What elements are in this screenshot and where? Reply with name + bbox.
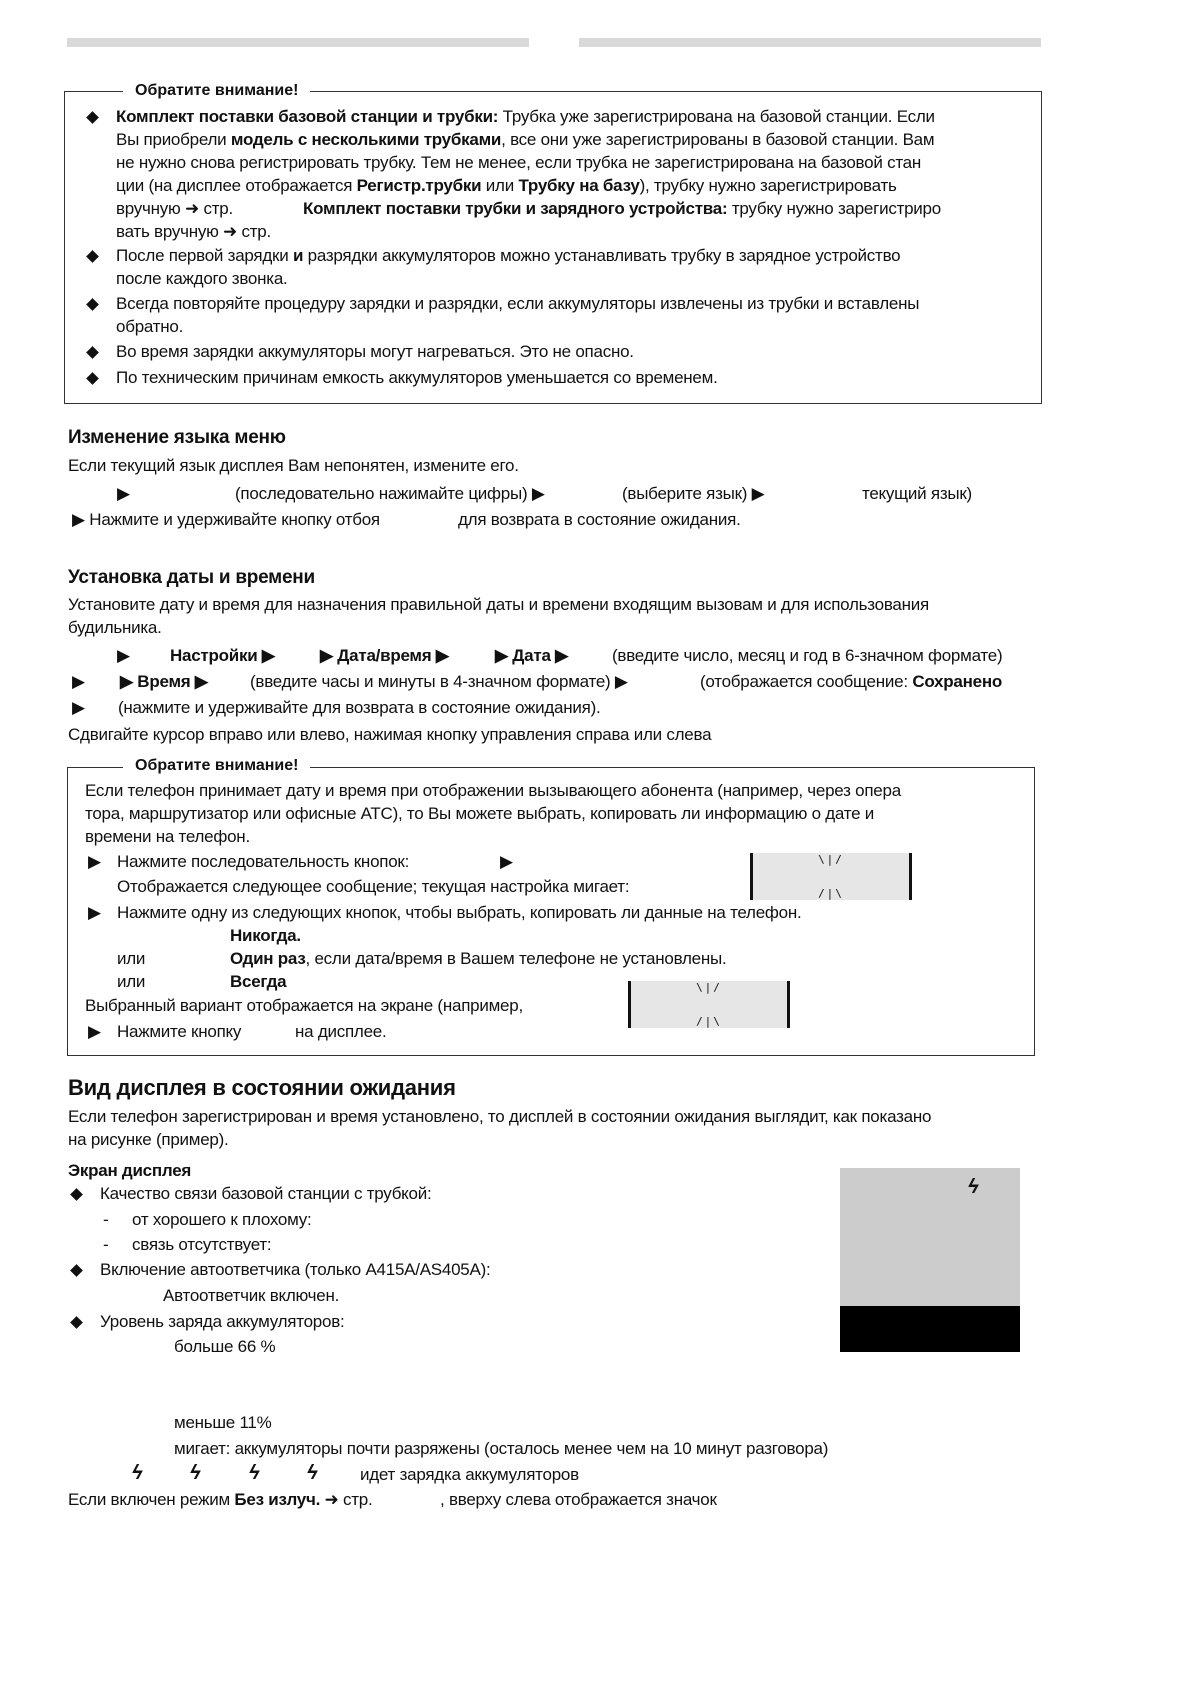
text-segment: (последовательно нажимайте цифры) ▶ [235, 484, 545, 503]
text-line [170, 646, 275, 666]
bold-term: Комплект поставки трубки и зарядного устройства: [303, 199, 728, 218]
text-line [117, 972, 145, 992]
text-line [68, 1161, 191, 1181]
text-segment: вать вручную ➜ стр. [116, 222, 271, 241]
text-line [320, 646, 449, 666]
blink-marks-top: \|/ [818, 853, 844, 866]
text-segment: или [481, 176, 519, 195]
text-line [458, 510, 741, 530]
text-segment: - [103, 1210, 109, 1229]
text-segment: Если включен режим [68, 1490, 235, 1509]
text-line [116, 176, 897, 196]
text-line [100, 1260, 490, 1280]
text-segment: ➜ стр. [320, 1490, 373, 1509]
bold-term: Комплект поставки базовой станции и трубки: [116, 107, 499, 126]
text-segment: вручную ➜ стр. [116, 199, 233, 218]
text-segment: , вверху слева отображается значок [440, 1490, 717, 1509]
bold-term: модель с несколькими трубками [230, 130, 502, 149]
charging-bolt-icon: ϟ [249, 1462, 260, 1484]
text-segment: По техническим причинам емкость аккумуляторов уменьшается со временем. [116, 368, 718, 387]
text-line [88, 852, 101, 872]
text-segment: ▶ [88, 1022, 101, 1041]
text-segment: разрядки аккумуляторов можно устанавливать трубку в зарядное устройство [303, 246, 901, 265]
text-line [230, 926, 301, 946]
text-line [117, 949, 145, 969]
bold-term: Сохранено [912, 672, 1002, 691]
text-segment: , если дата/время в Вашем телефоне не установлены. [305, 949, 727, 968]
text-segment: Нажмите одну из следующих кнопок, чтобы выбрать, копировать ли данные на телефон. [117, 903, 802, 922]
text-segment: Если телефон зарегистрирован и время установлено, то дисплей в состоянии ожидания выглядит, как показано [68, 1107, 932, 1126]
text-line [68, 618, 162, 638]
text-segment: ▶ [117, 484, 130, 503]
text-segment: (отображается сообщение: [700, 672, 913, 691]
note-title: Обратите внимание! [123, 756, 310, 776]
text-segment: ▶ [88, 852, 101, 871]
text-segment: Трубка уже зарегистрирована на базовой станции. Если [498, 107, 935, 126]
text-line [360, 1465, 579, 1485]
text-segment: ▶ Нажмите и удерживайте кнопку отбоя [72, 510, 380, 529]
bold-term: Трубку на базу [518, 176, 640, 195]
text-line [68, 1130, 229, 1150]
text-segment: Отображается следующее сообщение; текущая настройка мигает: [117, 877, 630, 896]
text-line [230, 949, 726, 969]
text-line [612, 646, 1002, 666]
text-segment: тора, маршрутизатор или офисные АТС), то Вы можете выбрать, копировать ли информацию о дате и [85, 804, 875, 823]
text-segment: меньше 11% [174, 1413, 272, 1432]
blink-marks-bottom: /|\ [818, 887, 844, 900]
text-line [174, 1337, 275, 1357]
charging-bolt-icon: ϟ [307, 1462, 318, 1484]
bold-term: Экран дисплея [68, 1161, 192, 1180]
text-line [230, 972, 286, 992]
text-segment: ▶ [500, 852, 513, 871]
text-segment: , все они уже зарегистрированы в базовой станции. Вам [501, 130, 935, 149]
text-segment: - [103, 1235, 109, 1254]
text-line [500, 852, 513, 872]
text-line [295, 1022, 387, 1042]
text-line [120, 672, 208, 692]
text-segment: Уровень заряда аккумуляторов: [100, 1312, 345, 1331]
text-line [303, 199, 941, 219]
idle-display-screen [840, 1168, 1020, 1352]
text-segment: на дисплее. [295, 1022, 387, 1041]
text-segment: Нажмите последовательность кнопок: [117, 852, 410, 871]
bullet-diamond-icon [70, 1264, 83, 1277]
text-segment: ▶ [117, 646, 130, 665]
text-segment: времени на телефон. [85, 827, 250, 846]
text-segment: (введите часы и минуты в 4-значном формате) ▶ [250, 672, 628, 691]
text-segment: После первой зарядки [116, 246, 293, 265]
text-line [117, 852, 409, 872]
bold-term: Настройки ▶ [170, 646, 275, 665]
text-segment: Всегда повторяйте процедуру зарядки и разрядки, если аккумуляторы извлечены из трубки и вставлены [116, 294, 920, 313]
text-line [117, 903, 801, 923]
text-segment: Если текущий язык дисплея Вам непонятен, измените его. [68, 456, 519, 475]
text-segment: Включение автоответчика (только A415A/AS405A): [100, 1260, 491, 1279]
text-segment: обратно. [116, 317, 184, 336]
text-line [116, 317, 183, 337]
bold-term: и [292, 246, 304, 265]
text-segment: на рисунке (пример). [68, 1130, 229, 1149]
text-segment: идет зарядка аккумуляторов [360, 1465, 579, 1484]
text-line [174, 1439, 828, 1459]
text-segment: Вы приобрели [116, 130, 231, 149]
text-line [103, 1235, 108, 1255]
text-line [132, 1210, 311, 1230]
text-segment: ции (на дисплее отображается [116, 176, 357, 195]
text-segment: Автоответчик включен. [163, 1286, 340, 1305]
text-line [862, 484, 972, 504]
text-segment: Во время зарядки аккумуляторы могут нагреваться. Это не опасно. [116, 342, 634, 361]
blink-marks-bottom: /|\ [696, 1015, 722, 1028]
text-line [85, 827, 250, 847]
text-line [116, 342, 634, 362]
text-segment: Сдвигайте курсор вправо или влево, нажимая кнопку управления справа или слева [68, 725, 712, 744]
section-heading: Вид дисплея в состоянии ожидания [68, 1075, 456, 1100]
display-softkey-bar [840, 1306, 1020, 1352]
bold-term: Регистр.трубки [356, 176, 482, 195]
charging-bolt-icon: ϟ [190, 1462, 201, 1484]
text-line [72, 698, 85, 718]
text-segment: ), трубку нужно зарегистрировать [639, 176, 897, 195]
header-bar-left [67, 38, 529, 47]
text-line [85, 781, 901, 801]
text-line [85, 804, 874, 824]
text-line [440, 1490, 717, 1510]
text-segment: Выбранный вариант отображается на экране (например, [85, 996, 523, 1015]
text-segment: Установите дату и время для назначения правильной даты и времени входящим вызовам и для использования [68, 595, 929, 614]
text-line [132, 1235, 271, 1255]
text-line [163, 1286, 339, 1306]
text-line [116, 107, 935, 127]
text-line [174, 1413, 271, 1433]
text-segment: ▶ [88, 903, 101, 922]
text-line [117, 484, 130, 504]
charging-bolt-icon: ϟ [132, 1462, 143, 1484]
text-segment: Если телефон принимает дату и время при отображении вызывающего абонента (например, через опера [85, 781, 901, 800]
bold-term: Один раз [230, 949, 306, 968]
display-preview-blinking [750, 853, 912, 900]
bold-term: Без излуч. [234, 1490, 321, 1509]
bold-term: Никогда. [230, 926, 301, 945]
text-line [88, 1022, 101, 1042]
text-line [250, 672, 628, 692]
text-line [700, 672, 1002, 692]
charging-bolt-icon: ϟ [968, 1176, 979, 1198]
text-line [116, 246, 900, 266]
text-segment: текущий язык) [862, 484, 972, 503]
note-title: Обратите внимание! [123, 81, 310, 101]
text-segment: будильника. [68, 618, 162, 637]
text-segment: (нажмите и удерживайте для возврата в состояние ожидания). [118, 698, 601, 717]
section-heading: Изменение языка меню [68, 427, 286, 448]
bold-term: ▶ Время ▶ [120, 672, 208, 691]
text-segment: или [117, 949, 146, 968]
text-line [88, 903, 101, 923]
text-line [68, 1107, 931, 1127]
blink-marks-top: \|/ [696, 981, 722, 994]
text-line [72, 672, 85, 692]
text-segment: ▶ [72, 698, 85, 717]
text-line [116, 222, 271, 242]
text-line [116, 294, 919, 314]
text-segment: связь отсутствует: [132, 1235, 272, 1254]
text-line [116, 130, 934, 150]
text-line [118, 698, 600, 718]
text-line [116, 153, 921, 173]
bullet-diamond-icon [70, 1188, 83, 1201]
text-segment: больше 66 % [174, 1337, 276, 1356]
text-segment: не нужно снова регистрировать трубку. Тем не менее, если трубка не зарегистрирована на базовой стан [116, 153, 922, 172]
text-segment: (введите число, месяц и год в 6-значном формате) [612, 646, 1003, 665]
text-segment: Нажмите кнопку [117, 1022, 242, 1041]
text-line [117, 877, 629, 897]
bullet-diamond-icon [70, 1316, 83, 1329]
text-line [103, 1210, 108, 1230]
display-preview-selected [628, 981, 790, 1028]
text-segment: мигает: аккумуляторы почти разряжены (осталось менее чем на 10 минут разговора) [174, 1439, 829, 1458]
text-line [72, 510, 380, 530]
text-segment: или [117, 972, 146, 991]
section-heading: Установка даты и времени [68, 567, 315, 588]
text-line [235, 484, 545, 504]
text-segment: Качество связи базовой станции с трубкой: [100, 1184, 432, 1203]
text-line [116, 199, 233, 219]
text-line [85, 996, 523, 1016]
text-line [68, 456, 519, 476]
text-line [116, 269, 288, 289]
text-line [100, 1312, 344, 1332]
text-segment: после каждого звонка. [116, 269, 288, 288]
bold-term: ▶ Дата ▶ [495, 646, 568, 665]
text-segment: ▶ [72, 672, 85, 691]
text-line [622, 484, 765, 504]
text-line [117, 1022, 241, 1042]
text-segment: для возврата в состояние ожидания. [458, 510, 741, 529]
text-line [68, 595, 929, 615]
bold-term: ▶ Дата/время ▶ [320, 646, 449, 665]
text-line [68, 1490, 372, 1510]
header-bar-right [579, 38, 1041, 47]
text-segment: от хорошего к плохому: [132, 1210, 312, 1229]
text-segment: (выберите язык) ▶ [622, 484, 765, 503]
text-line [117, 646, 130, 666]
text-segment: трубку нужно зарегистриро [727, 199, 941, 218]
text-line [68, 725, 711, 745]
bold-term: Всегда [230, 972, 287, 991]
text-line [100, 1184, 432, 1204]
text-line [116, 368, 718, 388]
text-line [495, 646, 568, 666]
